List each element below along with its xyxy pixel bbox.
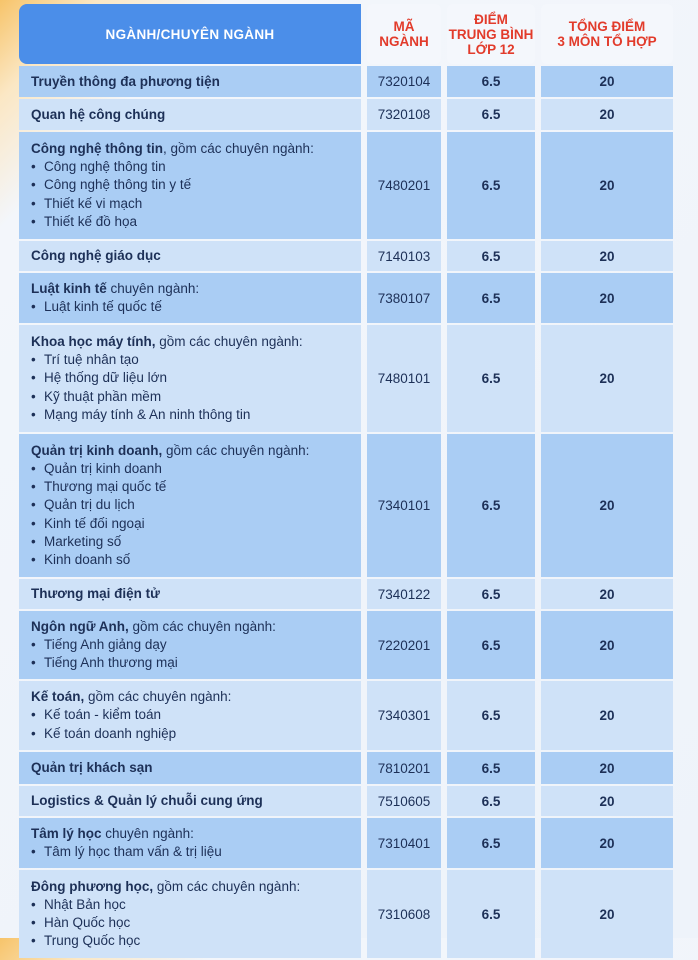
major-cell <box>19 818 361 868</box>
major-cell <box>19 579 361 609</box>
total-score: 20 <box>541 786 673 816</box>
specialization-item: • Trung Quốc học <box>31 932 140 950</box>
specialization-item: • Kế toán doanh nghiệp <box>31 725 176 743</box>
specialization-item: • Hệ thống dữ liệu lớn <box>31 369 167 387</box>
major-suffix: gồm các chuyên ngành: <box>128 618 276 634</box>
major-heading <box>31 140 314 158</box>
header-avg-line2: TRUNG BÌNH <box>448 26 534 42</box>
average-score: 6.5 <box>447 99 535 130</box>
major-heading <box>31 792 263 810</box>
average-score: 6.5 <box>447 434 535 577</box>
major-name: Kế toán, <box>31 689 85 705</box>
major-heading <box>31 106 165 124</box>
major-heading <box>31 878 300 896</box>
total-score: 20 <box>541 66 673 97</box>
table-row <box>19 325 677 432</box>
major-heading <box>31 825 194 843</box>
header-sum-line2: 3 MÔN TỔ HỢP <box>557 34 657 49</box>
table-row <box>19 681 677 750</box>
major-name: Đông phương học, <box>31 878 154 894</box>
major-name: Thương mại điện tử <box>31 586 160 601</box>
total-score: 20 <box>541 434 673 577</box>
major-code: 7310401 <box>367 818 441 868</box>
major-cell <box>19 786 361 816</box>
header-code-line1: MÃ <box>393 19 415 34</box>
major-code: 7480101 <box>367 325 441 432</box>
major-code: 7140103 <box>367 241 441 271</box>
major-heading <box>31 442 309 460</box>
specialization-item: • Trí tuệ nhân tạo <box>31 351 139 369</box>
major-cell <box>19 66 361 97</box>
major-code: 7480201 <box>367 132 441 239</box>
major-name: Tâm lý học <box>31 825 102 841</box>
major-suffix: chuyên ngành: <box>106 280 200 296</box>
specialization-item: • Hàn Quốc học <box>31 914 130 932</box>
table-body <box>19 66 677 958</box>
major-cell <box>19 752 361 784</box>
specialization-item: • Thiết kế đồ họa <box>31 213 137 231</box>
specialization-item: • Kinh doanh số <box>31 551 130 569</box>
average-score: 6.5 <box>447 241 535 271</box>
specialization-item: • Tâm lý học tham vấn & trị liệu <box>31 843 222 861</box>
total-score: 20 <box>541 752 673 784</box>
major-code: 7380107 <box>367 273 441 323</box>
major-name: Luật kinh tế <box>31 280 107 296</box>
major-cell <box>19 273 361 323</box>
major-heading <box>31 585 160 603</box>
table-header <box>19 4 677 64</box>
specialization-item: • Luật kinh tế quốc tế <box>31 298 162 316</box>
specialization-item: • Mạng máy tính & An ninh thông tin <box>31 406 250 424</box>
major-code: 7310608 <box>367 870 441 958</box>
total-score: 20 <box>541 273 673 323</box>
average-score: 6.5 <box>447 579 535 609</box>
average-score: 6.5 <box>447 681 535 750</box>
total-score: 20 <box>541 818 673 868</box>
major-cell <box>19 870 361 958</box>
major-name: Truyền thông đa phương tiện <box>31 73 220 89</box>
header-code <box>367 4 441 64</box>
major-name: Khoa học máy tính, <box>31 333 156 349</box>
table-row <box>19 241 677 271</box>
total-score: 20 <box>541 870 673 958</box>
major-code: 7320108 <box>367 99 441 130</box>
header-code-line2: NGÀNH <box>379 34 429 49</box>
major-heading <box>31 618 276 636</box>
major-name: Ngôn ngữ Anh, <box>31 618 129 634</box>
major-heading <box>31 333 303 351</box>
average-score: 6.5 <box>447 132 535 239</box>
specialization-item: • Quản trị du lịch <box>31 496 135 514</box>
total-score: 20 <box>541 241 673 271</box>
major-name: Logistics & Quản lý chuỗi cung ứng <box>31 793 263 808</box>
header-total <box>541 4 673 64</box>
table-row <box>19 99 677 130</box>
specialization-item: • Quản trị kinh doanh <box>31 460 162 478</box>
specialization-item: • Công nghệ thông tin y tế <box>31 176 191 194</box>
specialization-item: • Kỹ thuật phần mềm <box>31 388 161 406</box>
table-row <box>19 434 677 577</box>
average-score: 6.5 <box>447 611 535 679</box>
header-major: NGÀNH/CHUYÊN NGÀNH <box>19 4 361 64</box>
major-suffix: , gồm các chuyên ngành: <box>162 140 314 156</box>
specialization-item: • Tiếng Anh thương mại <box>31 654 178 672</box>
major-heading <box>31 73 220 91</box>
major-cell <box>19 241 361 271</box>
average-score: 6.5 <box>447 870 535 958</box>
major-code: 7340122 <box>367 579 441 609</box>
major-heading <box>31 688 231 706</box>
major-cell <box>19 681 361 750</box>
major-name: Quản trị khách sạn <box>31 760 153 775</box>
major-name: Quan hệ công chúng <box>31 106 166 122</box>
major-suffix: gồm các chuyên ngành: <box>84 689 232 705</box>
major-cell <box>19 325 361 432</box>
table-row <box>19 786 677 816</box>
average-score: 6.5 <box>447 66 535 97</box>
total-score: 20 <box>541 579 673 609</box>
specialization-item: • Kinh tế đối ngoại <box>31 515 145 533</box>
table-row <box>19 818 677 868</box>
major-name: Quản trị kinh doanh, <box>31 442 163 458</box>
major-heading <box>31 247 161 265</box>
specialization-item: • Nhật Bản học <box>31 896 126 914</box>
table-row <box>19 579 677 609</box>
major-suffix: gồm các chuyên ngành: <box>153 878 301 894</box>
major-code: 7340301 <box>367 681 441 750</box>
major-code: 7220201 <box>367 611 441 679</box>
major-suffix: gồm các chuyên ngành: <box>162 442 310 458</box>
specialization-item: • Công nghệ thông tin <box>31 158 166 176</box>
average-score: 6.5 <box>447 786 535 816</box>
specialization-item: • Thương mại quốc tế <box>31 478 166 496</box>
average-score: 6.5 <box>447 752 535 784</box>
average-score: 6.5 <box>447 818 535 868</box>
major-code: 7810201 <box>367 752 441 784</box>
table-row <box>19 752 677 784</box>
specialization-item: • Tiếng Anh giảng dạy <box>31 636 167 654</box>
table-row <box>19 273 677 323</box>
total-score: 20 <box>541 132 673 239</box>
average-score: 6.5 <box>447 273 535 323</box>
total-score: 20 <box>541 611 673 679</box>
table-row <box>19 66 677 97</box>
table-row <box>19 132 677 239</box>
major-code: 7320104 <box>367 66 441 97</box>
header-sum-line1: TỔNG ĐIỂM <box>568 19 646 34</box>
specialization-item: • Kế toán - kiểm toán <box>31 706 161 724</box>
major-name: Công nghệ giáo dục <box>31 248 161 263</box>
major-heading <box>31 759 153 777</box>
major-suffix: chuyên ngành: <box>101 825 194 841</box>
total-score: 20 <box>541 325 673 432</box>
header-average <box>447 4 535 64</box>
major-cell <box>19 434 361 577</box>
major-code: 7340101 <box>367 434 441 577</box>
average-score: 6.5 <box>447 325 535 432</box>
admission-table <box>19 0 677 960</box>
total-score: 20 <box>541 681 673 750</box>
total-score: 20 <box>541 99 673 130</box>
major-cell <box>19 132 361 239</box>
major-suffix: gồm các chuyên ngành: <box>155 333 303 349</box>
table-row <box>19 870 677 958</box>
major-name: Công nghệ thông tin <box>31 140 163 156</box>
specialization-item: • Thiết kế vi mạch <box>31 195 142 213</box>
header-avg-line3: LỚP 12 <box>467 41 515 57</box>
specialization-item: • Marketing số <box>31 533 121 551</box>
major-heading <box>31 280 199 298</box>
major-code: 7510605 <box>367 786 441 816</box>
header-avg-line1: ĐIỂM <box>474 11 508 27</box>
table-row <box>19 611 677 679</box>
major-cell <box>19 99 361 130</box>
major-cell <box>19 611 361 679</box>
